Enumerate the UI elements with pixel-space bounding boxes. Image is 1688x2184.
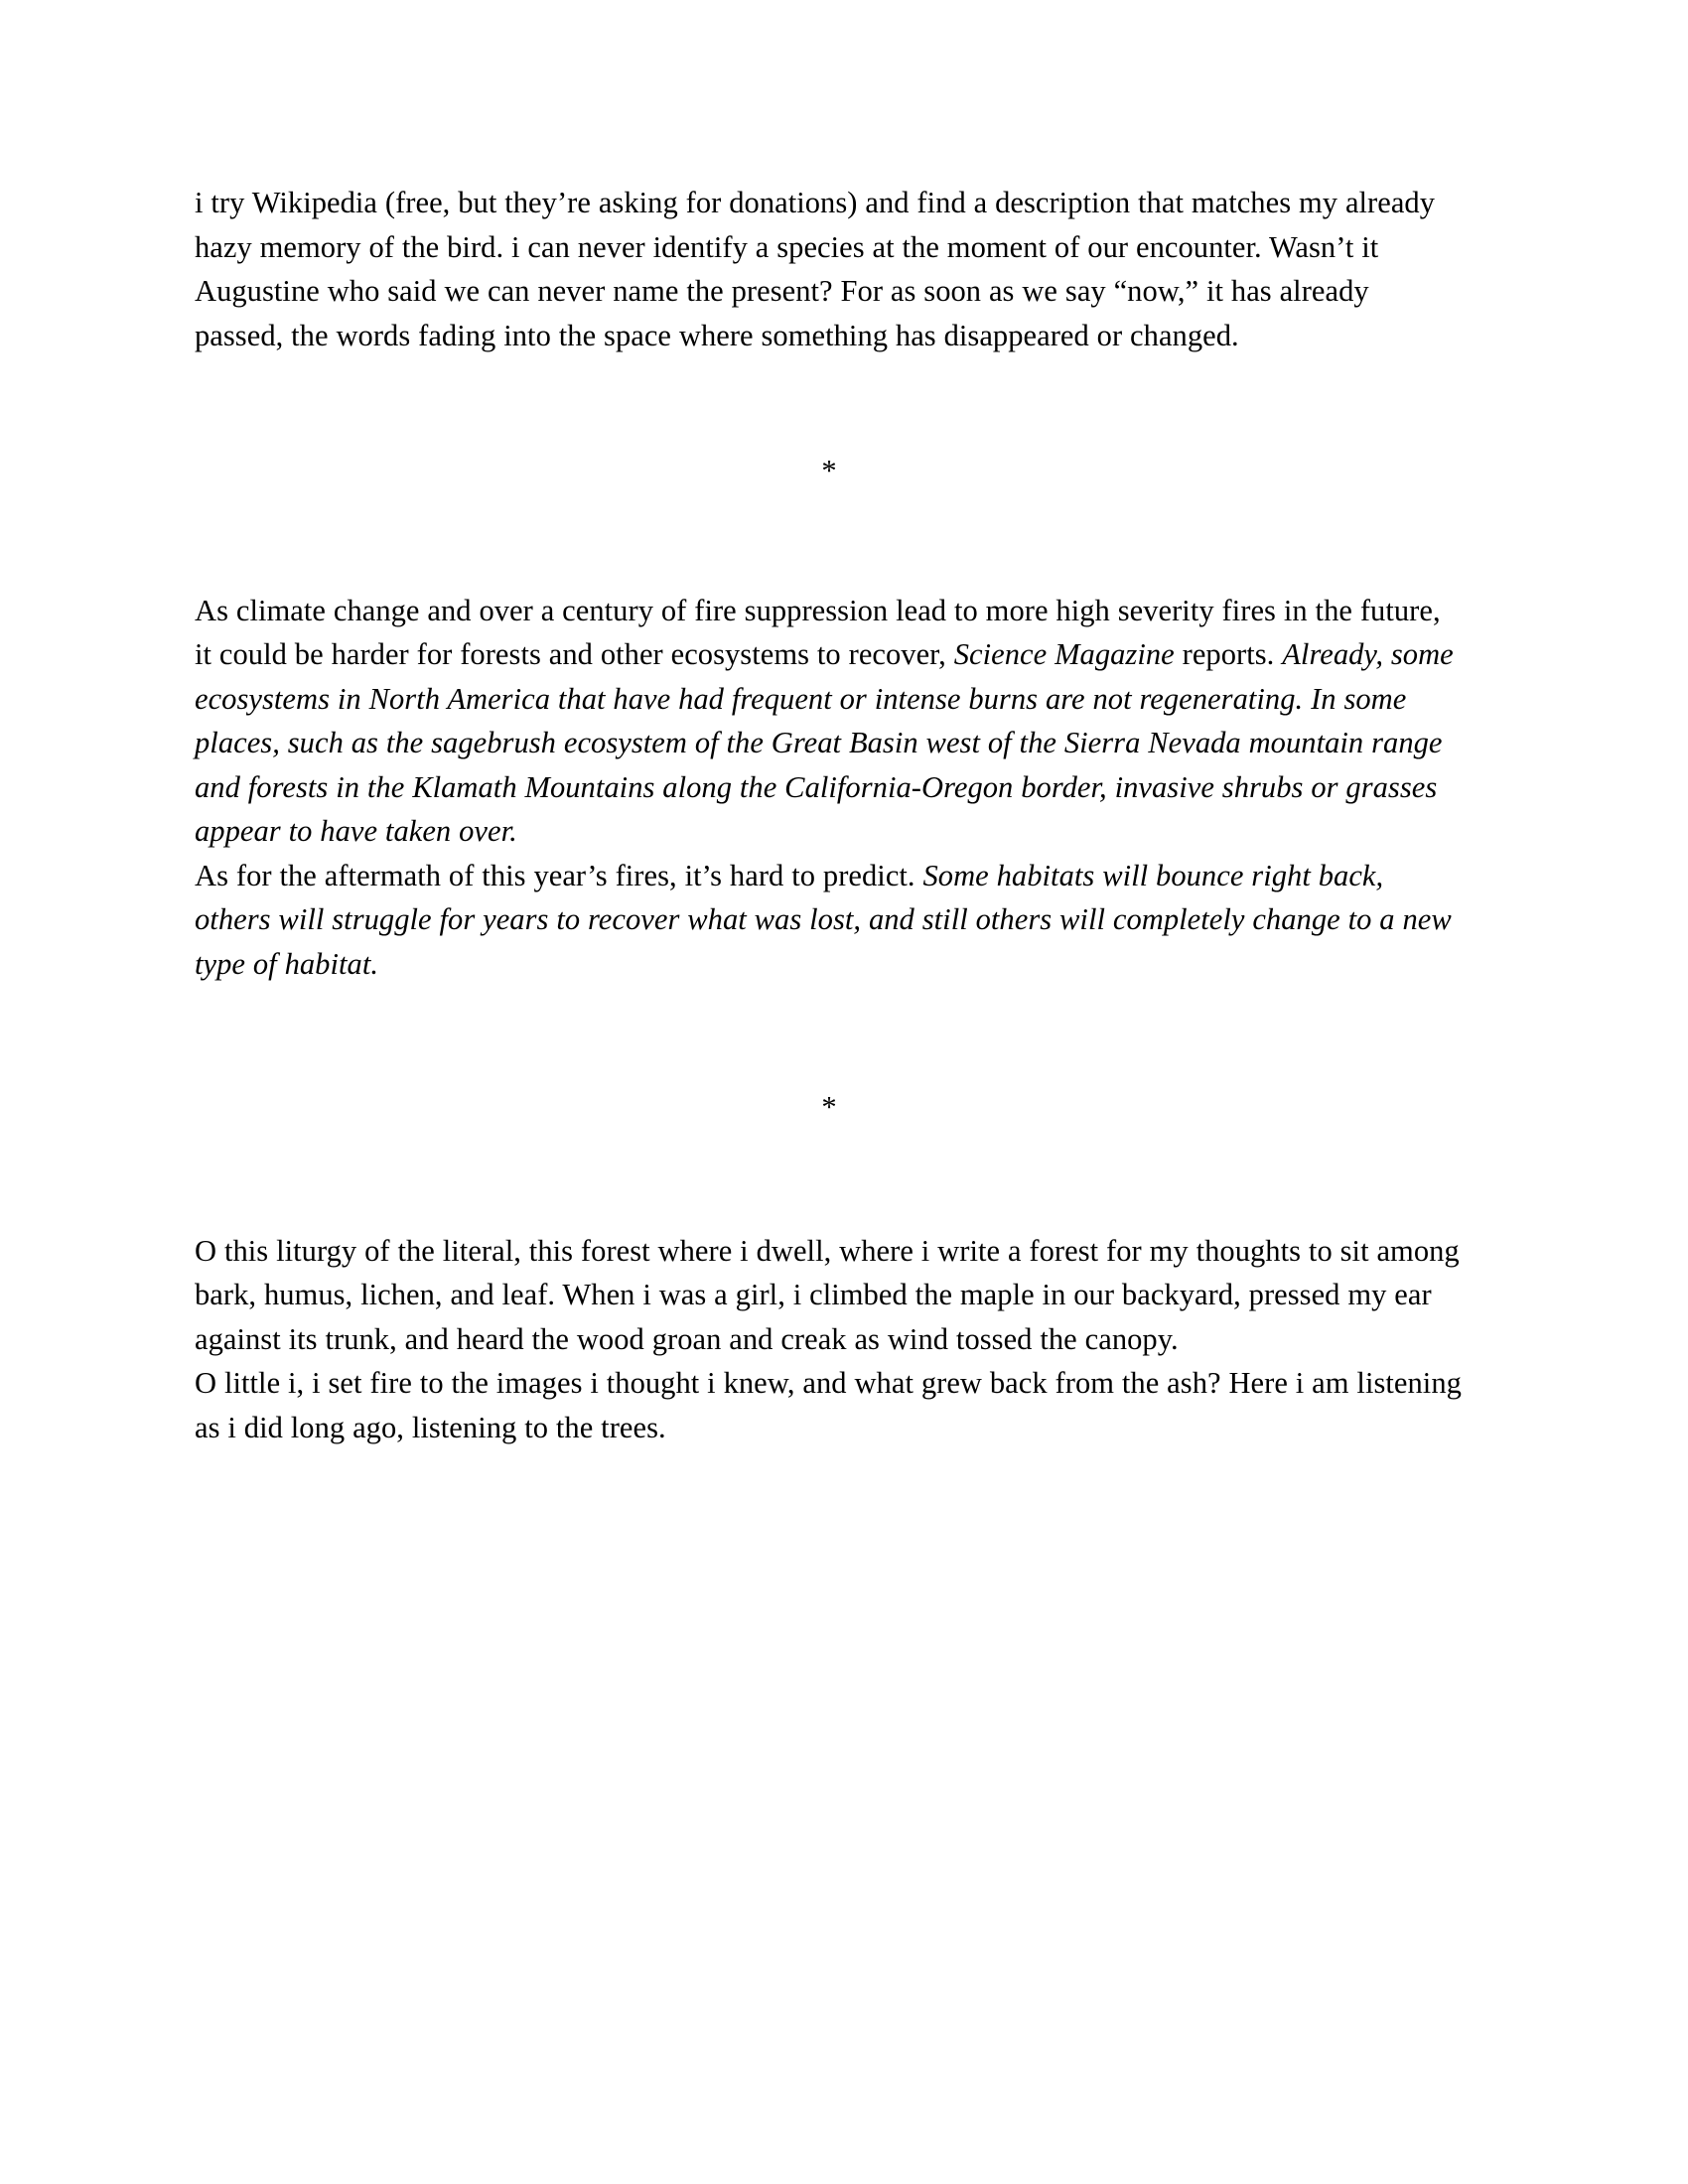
magazine-title-science-magazine: Science Magazine	[953, 637, 1175, 671]
paragraph-aftermath	[195, 854, 1464, 987]
paragraph-o-little-i: O little i, i set fire to the images i thought i knew, and what grew back from the ash? Here i am listening as i did long ago, listening to the trees.	[195, 1366, 1462, 1444]
section-separator-asterisk-2: *	[821, 1090, 837, 1124]
paragraph-liturgy-of-the-literal: O this liturgy of the literal, this forest where i dwell, where i write a forest for my thoughts to sit among bark, humus, lichen, and leaf. When i was a girl, i climbed the maple in our backyard, pressed my ear against its trunk, and heard the wood groan and creak as wind tossed the canopy.	[195, 1233, 1460, 1356]
document-text-column	[195, 181, 1464, 1449]
paragraph-wikipedia-bird: i try Wikipedia (free, but they’re asking for donations) and find a description that matches my already hazy memory of the bird. i can never identify a species at the moment of our encounter. Wasn’t it Augustine who said we can never name the present? For as soon as we say “now,” it has already passed, the words fading into the space where something has disappeared or changed.	[195, 186, 1436, 352]
paragraph-aftermath-lead: As for the aftermath of this year’s fires, it’s hard to predict.	[195, 858, 923, 892]
paragraph-climate-mid: reports.	[1174, 637, 1283, 671]
paragraph-climate-lead: As climate change and over a century of fire suppression lead to more high severity fires in the future, it could be harder for forests and other ecosystems to recover,	[195, 593, 1441, 671]
section-separator-asterisk-1: *	[821, 454, 837, 487]
quote-ecosystems-not-regenerating: Already, some ecosystems in North America that have had frequent or intense burns are not regenerating. In some places, such as the sagebrush ecosystem of the Great Basin west of the Sierra Nevada mountain range and forests in the Klamath Mountains along the California-Oregon border, invasive shrubs or grasses appear to have taken over.	[195, 637, 1454, 848]
paragraph-climate-change	[195, 589, 1464, 854]
quote-habitats-bounce-back: Some habitats will bounce right back, others will struggle for years to recover what was lost, and still others will completely change to a new type of habitat.	[195, 858, 1452, 981]
